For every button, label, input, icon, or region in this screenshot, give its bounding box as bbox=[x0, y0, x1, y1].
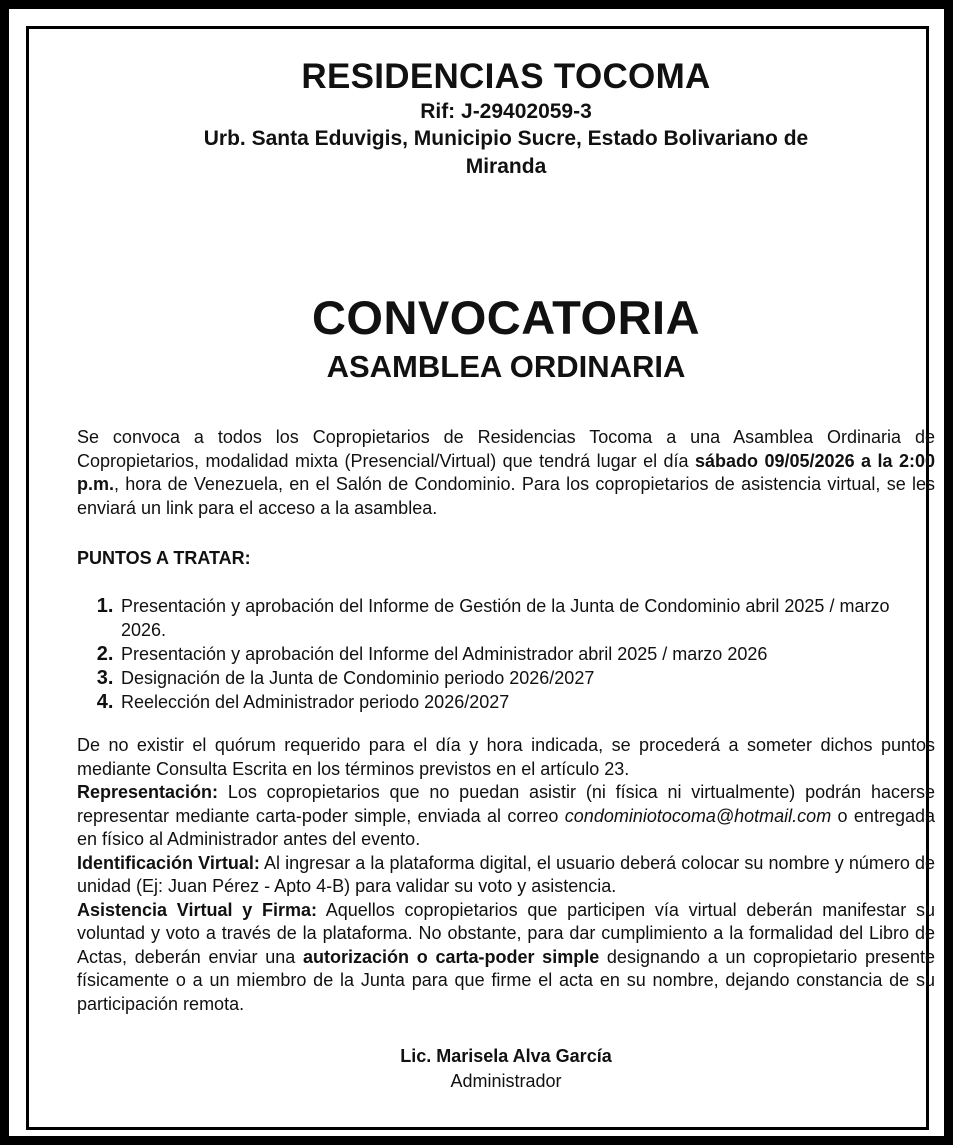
identification-label: Identificación Virtual: bbox=[77, 852, 260, 873]
virtual-attendance-paragraph bbox=[77, 899, 935, 1017]
organization-name: RESIDENCIAS TOCOMA bbox=[301, 57, 711, 96]
identification-paragraph bbox=[77, 852, 935, 899]
representation-label: Representación: bbox=[77, 782, 219, 802]
rif-number: Rif: J-29402059-3 bbox=[420, 100, 592, 123]
agenda-item: 1. Presentación y aprobación del Informe de Gestión de la Junta de Condominio abril 2025 / marzo 2026. bbox=[119, 594, 935, 642]
agenda-item: 2. Presentación y aprobación del Informe del Administrador abril 2025 / marzo 2026 bbox=[119, 642, 935, 666]
virtual-attendance-text-1: Aquellos copropietarios que participen vía virtual deberán manifestar su voluntad y voto a través de la plataforma. No obstante, para dar cumplimiento a la formalidad del Libro de Actas, deberán enviar una bbox=[77, 899, 935, 967]
agenda-item: 3. Designación de la Junta de Condominio periodo 2026/2027 bbox=[119, 666, 935, 690]
virtual-attendance-text-2: designando a un copropietario presente físicamente o a un miembro de la Junta para que firme el acta en su nombre, dejando constancia de su participación remota. bbox=[77, 946, 936, 1014]
representation-paragraph bbox=[77, 781, 935, 852]
signatory-name: Lic. Marisela Alva García bbox=[400, 1046, 612, 1066]
intro-text-1: Se convoca a todos los Copropietarios de Residencias Tocoma a una Asamblea Ordinaria de Copropietarios, modalidad mixta (Presencial/Virtual) que tendrá lugar el día bbox=[77, 427, 935, 471]
representation-text-1: Los copropietarios que no puedan asistir (ni física ni virtualmente) podrán hacerse representar mediante carta-poder simple, enviada al correo bbox=[77, 782, 935, 826]
notice-subtitle: ASAMBLEA ORDINARIA bbox=[326, 349, 686, 384]
identification-text: Al ingresar a la plataforma digital, el usuario deberá colocar su nombre y número de unidad (Ej: Juan Pérez - Apto 4-B) para validar su voto y asistencia. bbox=[77, 852, 935, 896]
meeting-date: sábado 09/05/2026 a la 2:00 p.m. bbox=[77, 450, 935, 494]
agenda-item: 4. Reelección del Administrador periodo 2026/2027 bbox=[119, 690, 935, 714]
representation-text-2: o entregada en físico al Administrador antes del evento. bbox=[77, 805, 935, 849]
authorization-emphasis: autorización o carta-poder simple bbox=[303, 946, 600, 967]
quorum-paragraph: De no existir el quórum requerido para el día y hora indicada, se procederá a someter dichos puntos mediante Consulta Escrita en los términos previstos en el artículo 23. bbox=[77, 735, 935, 779]
signature-block bbox=[77, 1044, 935, 1094]
page-inner-border bbox=[26, 26, 936, 1130]
intro-paragraph bbox=[77, 426, 935, 520]
agenda-heading: PUNTOS A TRATAR: bbox=[77, 548, 251, 568]
signatory-role: Administrador bbox=[450, 1071, 562, 1091]
notice-title: CONVOCATORIA bbox=[311, 291, 701, 344]
virtual-attendance-label: Asistencia Virtual y Firma: bbox=[77, 899, 317, 920]
organization-address: Urb. Santa Eduvigis, Municipio Sucre, Estado Bolivariano de Miranda bbox=[203, 127, 809, 178]
agenda-list bbox=[77, 594, 935, 714]
contact-email: condominiotocoma@hotmail.com bbox=[564, 805, 832, 826]
intro-text-2: , hora de Venezuela, en el Salón de Condominio. Para los copropietarios de asistencia virtual, se les enviará un link para el acceso a la asamblea. bbox=[77, 474, 935, 518]
notice-content bbox=[77, 29, 935, 1094]
